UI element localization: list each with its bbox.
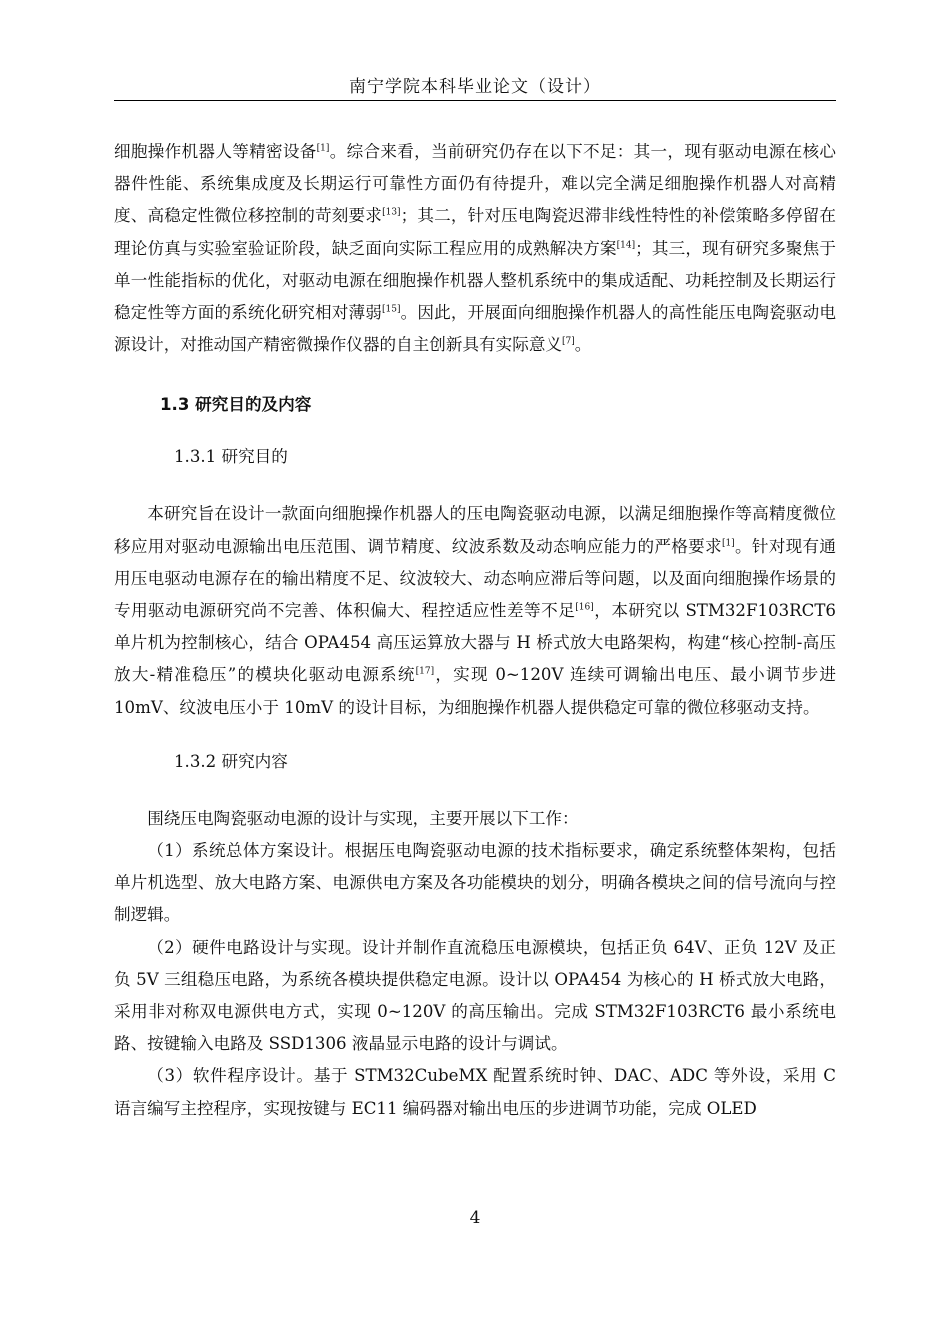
citation: [14]: [616, 240, 636, 251]
text-run: 细胞操作机器人等精密设备: [114, 142, 317, 161]
text-run: ；其三，现有研究多聚焦于单一性能指标的优化，对驱动电源在细胞操作机器人整机系统中的集成适配、功耗控制及长期运行稳定性等方面的系统化研究相对薄弱: [114, 238, 836, 323]
text-run: 。针对现有通用压电驱动电源存在的输出精度不足、纹波较大、动态响应滞后等问题，以及面向细胞操作场景的专用驱动电源研究尚不完善、体积偏大、程控适应性差等不足: [114, 536, 837, 621]
paragraph-item-2: （2）硬件电路设计与实现。设计并制作直流稳压电源模块，包括正负 64V、正负 12V 及正负 5V 三组稳压电路，为系统各模块提供稳定电源。设计以 OPA454 为核心的 H 桥式放大电路，采用非对称双电源供电方式，实现 0~120V 的高压输出。完成 STM32F103RCT6 最小系统电路、按键输入电路及 SSD1306 液晶显示电路的设计与调试。: [114, 937, 836, 1054]
running-header: 南宁学院本科毕业论文（设计）: [349, 77, 601, 97]
text-run: 。因此，开展面向细胞操作机器人的高性能压电陶瓷驱动电源设计，对推动国产精密微操作仪器的自主创新具有实际意义: [114, 303, 837, 355]
paragraph-research-gaps: [114, 136, 836, 361]
text-run: 。综合来看，当前研究仍存在以下不足：其一，现有驱动电源在核心器件性能、系统集成度及长期运行可靠性方面仍有待提升，难以完全满足细胞操作机器人对高精度、高稳定性微位移控制的苛刻要求: [114, 142, 837, 226]
paragraph-item-1: （1）系统总体方案设计。根据压电陶瓷驱动电源的技术指标要求，确定系统整体架构，包括单片机选型、放大电路方案、电源供电方案及各功能模块的划分，明确各模块之间的信号流向与控制逻辑。: [114, 841, 836, 925]
subsection-heading-1-3-2: 1.3.2 研究内容: [174, 751, 288, 771]
citation: [1]: [316, 143, 330, 154]
citation: [16]: [575, 602, 594, 613]
text-run: ，实现 0~120V 连续可调输出电压、最小调节步进 10mV、纹波电压小于 10mV 的设计目标，为细胞操作机器人提供稳定可靠的微位移驱动支持。: [114, 665, 836, 717]
text-run: ，本研究以 STM32F103RCT6 单片机为控制核心，结合 OPA454 高压运算放大器与 H 桥式放大电路架构，构建“核心控制-高压放大-精准稳压”的模块化驱动电源系统: [114, 601, 836, 685]
citation: [13]: [382, 207, 401, 218]
body-text: [114, 136, 836, 1125]
page-number: 4: [469, 1208, 481, 1228]
text-run: 本研究旨在设计一款面向细胞操作机器人的压电陶瓷驱动电源，以满足细胞操作等高精度微位移应用对驱动电源输出电压范围、调节精度、纹波系数及动态响应能力的严格要求: [114, 504, 836, 556]
text-run: ；其二，针对压电陶瓷迟滞非线性特性的补偿策略多停留在理论仿真与实验室验证阶段，缺乏面向实际工程应用的成熟解决方案: [114, 206, 837, 258]
paragraph-item-3: （3）软件程序设计。基于 STM32CubeMX 配置系统时钟、DAC、ADC 等外设，采用 C 语言编写主控程序，实现按键与 EC11 编码器对输出电压的步进调节功能，完成 OLED: [114, 1066, 836, 1118]
subsection-heading-1-3-1: 1.3.1 研究目的: [174, 447, 288, 467]
header-rule: [114, 100, 836, 101]
citation: [1]: [721, 538, 735, 549]
citation: [17]: [415, 666, 435, 677]
section-heading-1-3: 1.3 研究目的及内容: [160, 395, 312, 415]
paragraph-content-intro: 围绕压电陶瓷驱动电源的设计与实现，主要开展以下工作：: [147, 808, 579, 828]
citation: [15]: [382, 304, 401, 315]
paragraph-research-purpose: [114, 498, 836, 723]
citation: [7]: [562, 336, 575, 347]
text-run: 。: [574, 335, 592, 355]
